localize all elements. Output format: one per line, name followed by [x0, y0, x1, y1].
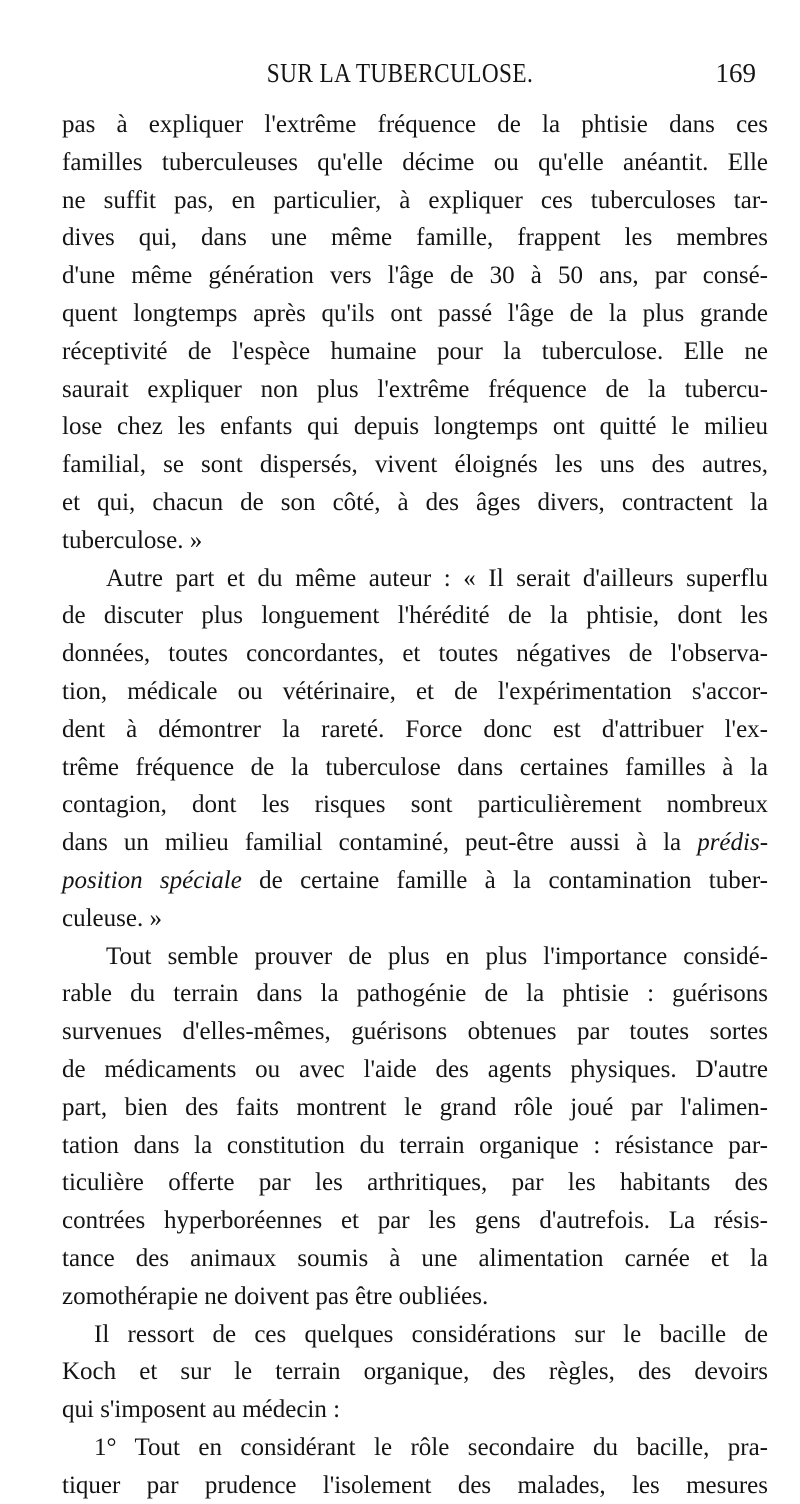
- text-line: familles tuberculeuses qu'elle décime ou qu'elle anéantit. Elle: [62, 148, 768, 176]
- text-line: familial, se sont dispersés, vivent éloignés les uns des autres,: [62, 451, 768, 479]
- text-line: tion, médicale ou vétérinaire, et de l'expérimentation s'accor-: [62, 677, 768, 705]
- text-line: Tout semble prouver de plus en plus l'importance considé-: [106, 942, 768, 970]
- italic-text: position spéciale: [62, 866, 242, 894]
- text-line: Koch et sur le terrain organique, des règles, des devoirs: [62, 1358, 768, 1386]
- text-line: tation dans la constitution du terrain organique : résistance par-: [62, 1131, 768, 1159]
- text-line: données, toutes concordantes, et toutes négatives de l'observa-: [62, 640, 768, 668]
- text-line: de discuter plus longuement l'hérédité de la phtisie, dont les: [62, 602, 768, 630]
- page-number: 169: [715, 58, 756, 88]
- text-line: trême fréquence de la tuberculose dans certaines familles à la: [62, 753, 768, 781]
- text-line: réceptivité de l'espèce humaine pour la tuberculose. Elle ne: [62, 337, 768, 365]
- text-line: ticulière offerte par les arthritiques, par les habitants des: [62, 1169, 768, 1197]
- text-line: tuberculose. »: [62, 526, 203, 554]
- text-line: [62, 824, 768, 862]
- text-line: quent longtemps après qu'ils ont passé l'âge de la plus grande: [62, 299, 768, 327]
- text-line: 1° Tout en considérant le rôle secondaire du bacille, pra-: [94, 1433, 768, 1461]
- text-line: lose chez les enfants qui depuis longtemps ont quitté le milieu: [62, 413, 768, 441]
- text-segment: dans un milieu familial contaminé, peut-être aussi à la: [62, 829, 682, 857]
- text-line: Autre part et du même auteur : « Il serait d'ailleurs superflu: [106, 564, 768, 592]
- text-line: rable du terrain dans la pathogénie de la phtisie : guérisons: [62, 980, 768, 1008]
- text-line: de médicaments ou avec l'aide des agents physiques. D'autre: [62, 1055, 768, 1083]
- page-header: [0, 58, 800, 94]
- italic-text: prédis-: [697, 829, 769, 857]
- text-line: pas à expliquer l'extrême fréquence de la phtisie dans ces: [62, 111, 768, 138]
- text-line: d'une même génération vers l'âge de 30 à 50 ans, par consé-: [62, 262, 768, 290]
- text-line: dent à démontrer la rareté. Force donc est d'attribuer l'ex-: [62, 715, 768, 743]
- body-text: [62, 106, 768, 1504]
- text-line: et qui, chacun de son côté, à des âges divers, contractent la: [62, 488, 768, 516]
- text-line: contrées hyperboréennes et par les gens d'autrefois. La résis-: [62, 1207, 768, 1235]
- text-line: [62, 862, 768, 900]
- text-line: Il ressort de ces quelques considérations sur le bacille de: [94, 1320, 768, 1348]
- text-line: qui s'imposent au médecin :: [62, 1396, 341, 1424]
- text-line: survenues d'elles-mêmes, guérisons obtenues par toutes sortes: [62, 1018, 768, 1046]
- text-line: tiquer par prudence l'isolement des malades, les mesures: [62, 1471, 768, 1499]
- text-line: tance des animaux soumis à une alimentation carnée et la: [62, 1244, 768, 1272]
- text-segment: de certaine famille à la contamination tuber-: [259, 866, 768, 894]
- text-line: zomothérapie ne doivent pas être oubliées.: [62, 1282, 489, 1310]
- text-line: contagion, dont les risques sont particulièrement nombreux: [62, 791, 768, 819]
- running-title: SUR LA TUBERCULOSE.: [266, 58, 534, 88]
- text-line: saurait expliquer non plus l'extrême fréquence de la tubercu-: [62, 375, 768, 403]
- text-line: ne suffit pas, en particulier, à expliquer ces tuberculoses tar-: [62, 186, 768, 214]
- text-line: dives qui, dans une même famille, frappent les membres: [62, 224, 768, 252]
- text-line: culeuse. »: [62, 904, 162, 932]
- text-line: part, bien des faits montrent le grand rôle joué par l'alimen-: [62, 1093, 768, 1121]
